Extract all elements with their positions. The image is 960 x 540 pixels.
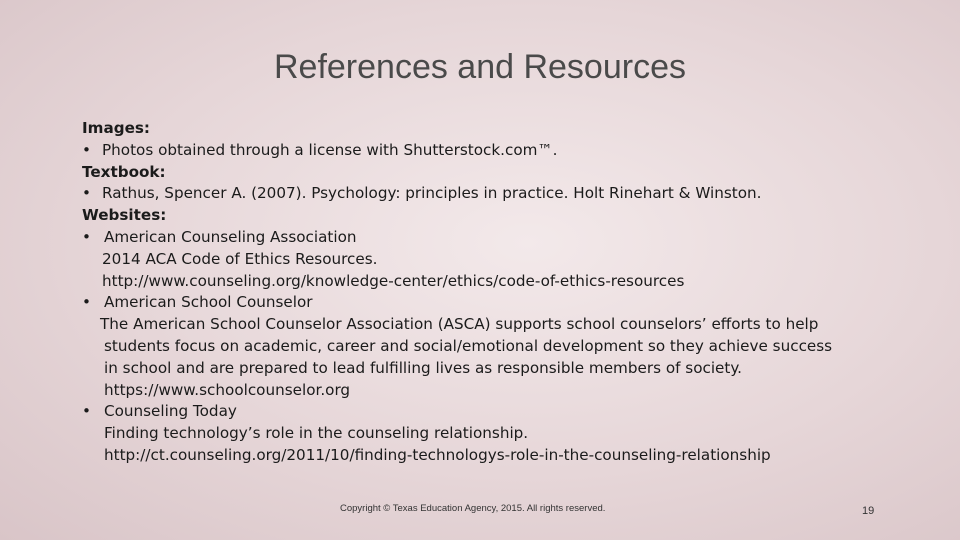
slide-body	[82, 118, 902, 467]
copyright-footer: Copyright © Texas Education Agency, 2015. All rights reserved.	[340, 503, 606, 514]
images-heading: Images:	[82, 119, 151, 137]
images-item-text: Photos obtained through a license with Shutterstock.com™.	[102, 140, 558, 159]
bullet: •	[82, 293, 91, 312]
website-name: American School Counselor	[104, 293, 313, 312]
bullet: •	[82, 227, 91, 246]
page-number: 19	[862, 505, 875, 517]
website-item-asca	[82, 292, 902, 314]
website-url-link[interactable]: http://ct.counseling.org/2011/10/finding-technologys-role-in-the-counseling-relationship	[104, 445, 771, 464]
bullet: •	[82, 184, 91, 203]
website-item-counseling-today	[82, 401, 902, 423]
website-detail: in school and are prepared to lead fulfilling lives as responsible members of society.	[104, 358, 743, 377]
website-url-link[interactable]: http://www.counseling.org/knowledge-center/ethics/code-of-ethics-resources	[102, 271, 685, 290]
images-item	[82, 140, 902, 162]
website-name: Counseling Today	[104, 402, 237, 421]
bullet: •	[82, 402, 91, 421]
websites-heading: Websites:	[82, 206, 167, 225]
bullet: •	[82, 140, 91, 159]
website-detail: students focus on academic, career and social/emotional development so they achieve success	[104, 336, 833, 355]
website-name: American Counseling Association	[104, 227, 357, 246]
textbook-item	[82, 183, 902, 205]
website-detail: Finding technology’s role in the counseling relationship.	[104, 424, 529, 443]
textbook-heading: Textbook:	[82, 162, 166, 181]
slide-title: References and Resources	[273, 48, 686, 86]
website-detail: 2014 ACA Code of Ethics Resources.	[102, 249, 378, 268]
website-detail: The American School Counselor Association (ASCA) supports school counselors’ efforts to help	[100, 315, 819, 334]
textbook-item-text: Rathus, Spencer A. (2007). Psychology: principles in practice. Holt Rinehart & Winston.	[102, 184, 762, 203]
website-item-aca	[82, 227, 902, 249]
website-url-link[interactable]: https://www.schoolcounselor.org	[104, 380, 351, 399]
